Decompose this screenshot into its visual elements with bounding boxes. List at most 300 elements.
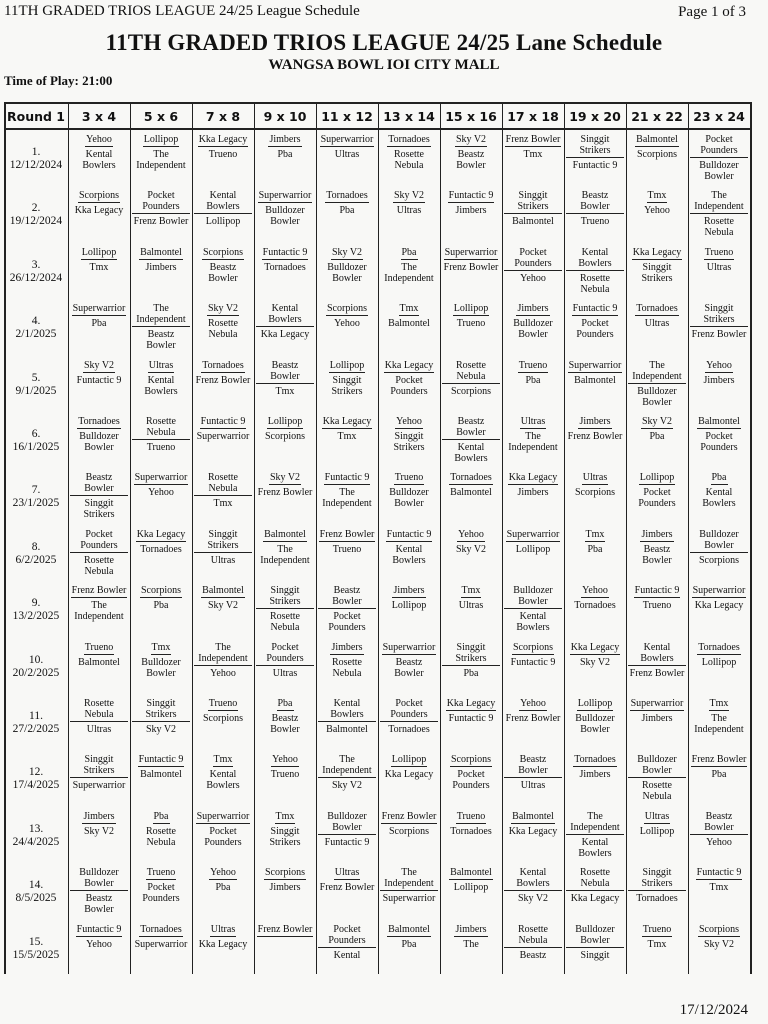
team-away: Rosette Nebula (208, 318, 238, 341)
team-away: Sky V2 (145, 724, 177, 735)
matchup-cell (70, 303, 128, 329)
team-home: Ultras (148, 359, 174, 371)
round-number: 15. (28, 935, 44, 948)
lane-header: 19 x 20 (569, 109, 621, 124)
team-home: Funtactic 9 (324, 472, 370, 484)
matchup-cell (442, 585, 500, 611)
team-away: Bulldozer Bowler (513, 318, 553, 341)
matchup-cell (380, 924, 438, 950)
team-home: Jimbers (455, 923, 487, 935)
matchup-cell (442, 924, 500, 950)
matchup-cell (318, 472, 376, 509)
matchup-cell (504, 585, 562, 633)
team-away: Balmontel (574, 374, 616, 386)
team-home: Yehoo (520, 698, 546, 709)
team-away: Trueno (580, 216, 610, 228)
matchup-cell (442, 360, 500, 397)
matchup-cell (566, 642, 624, 668)
team-home: Jimbers (641, 528, 673, 540)
team-away: Tornadoes (388, 724, 430, 735)
matchup-cell (256, 585, 314, 633)
team-away: Rosette Nebula (704, 216, 734, 239)
matchup-cell (194, 698, 252, 724)
team-away: Pba (401, 938, 417, 950)
team-home: Balmontel (202, 585, 244, 597)
matchup-cell (380, 472, 438, 509)
team-home: Sky V2 (455, 134, 487, 145)
lane-header: 9 x 10 (263, 109, 307, 124)
team-home: Kental Bowlers (566, 247, 624, 271)
team-away: Superwarrior (382, 893, 436, 905)
team-away: The Independent (508, 431, 558, 453)
team-away: Pocket Pounders (638, 487, 676, 510)
team-away: Balmontel (140, 769, 182, 781)
team-away: Yehoo (706, 836, 732, 848)
matchup-cell (690, 416, 748, 453)
column-divider (130, 102, 131, 974)
team-home: Lollipop (577, 698, 613, 709)
team-home: Kental Bowlers (628, 642, 686, 666)
matchup-cell (318, 811, 376, 848)
matchup-cell (628, 924, 686, 950)
matchup-cell (442, 867, 500, 893)
team-home: Tmx (585, 528, 605, 540)
matchup-cell (566, 247, 624, 295)
lane-header: 15 x 16 (445, 109, 497, 124)
team-home: Superwarrior (134, 472, 188, 484)
team-home: Tmx (461, 585, 481, 597)
team-home: The Independent (380, 867, 438, 891)
round-number: 7. (31, 484, 41, 497)
matchup-cell (690, 867, 748, 893)
team-away: Scorpions (637, 149, 677, 160)
lane-header: 17 x 18 (507, 109, 559, 124)
team-away: Kka Legacy (694, 600, 744, 612)
matchup-cell (504, 247, 562, 284)
team-away: Lollipop (639, 825, 675, 837)
team-away: Kka Legacy (74, 205, 124, 217)
team-away: The Independent (74, 600, 124, 623)
team-away: Bulldozer Bowler (79, 431, 119, 453)
matchup-cell (132, 811, 190, 848)
matchup-cell (566, 472, 624, 498)
matchup-cell (132, 529, 190, 555)
matchup-cell (504, 134, 562, 160)
team-away: Yehoo (86, 938, 112, 950)
team-home: Tmx (275, 810, 295, 822)
team-away: Ultras (706, 261, 732, 273)
matchup-cell (256, 924, 314, 939)
team-away: Scorpions (265, 431, 305, 442)
team-away: Sky V2 (207, 600, 239, 612)
matchup-cell (380, 698, 438, 735)
team-away: The Independent (260, 543, 310, 566)
team-away: Lollipop (701, 656, 737, 668)
matchup-cell (380, 303, 438, 329)
team-away: Ultras (272, 667, 298, 679)
team-home: Superwarrior (444, 246, 498, 258)
team-home: Ultras (334, 867, 360, 879)
team-away: Jimbers (703, 374, 735, 386)
team-away: Yehoo (334, 318, 360, 330)
matchup-cell (132, 754, 190, 780)
team-home: The Independent (318, 754, 376, 778)
column-divider (68, 102, 69, 974)
team-home: Sky V2 (393, 190, 425, 202)
team-away: Funtactic 9 (448, 713, 494, 724)
matchup-cell (504, 190, 562, 227)
matchup-cell (566, 190, 624, 227)
matchup-cell (318, 190, 376, 216)
matchup-cell (442, 190, 500, 216)
matchup-cell (318, 247, 376, 284)
round-label (4, 372, 68, 398)
team-home: Jimbers (579, 416, 611, 427)
matchup-cell (690, 472, 748, 509)
team-home: Pocket Pounders (504, 247, 562, 271)
team-away: Kental Bowlers (578, 836, 612, 859)
team-home: Kka Legacy (632, 246, 682, 258)
team-home: Pba (401, 246, 417, 258)
team-home: Frenz Bowler (257, 923, 313, 935)
matchup-cell (628, 247, 686, 284)
team-away: Bulldozer Bowler (265, 205, 305, 228)
team-away: Sky V2 (517, 893, 549, 905)
round-date: 2/1/2025 (15, 328, 57, 341)
team-away: Pocket Pounders (452, 769, 490, 792)
team-away: Sky V2 (579, 656, 611, 668)
round-date: 27/2/2025 (12, 723, 60, 735)
team-home: Beastz Bowler (690, 811, 748, 835)
matchup-cell (566, 416, 624, 442)
matchup-cell (380, 867, 438, 904)
team-home: Trueno (208, 698, 238, 709)
team-away: Pba (153, 600, 169, 612)
matchup-cell (318, 303, 376, 329)
team-home: Pocket Pounders (690, 134, 748, 158)
matchup-cell (256, 529, 314, 566)
team-away: Tmx (337, 431, 357, 442)
team-away: Sky V2 (703, 938, 735, 950)
team-away: Jimbers (455, 205, 487, 217)
column-divider (750, 102, 752, 974)
matchup-cell (132, 698, 190, 735)
matchup-cell (318, 585, 376, 633)
team-away: Jimbers (641, 713, 673, 724)
team-away: Trueno (270, 769, 300, 781)
team-home: Pocket Pounders (256, 642, 314, 666)
team-away: Pba (463, 667, 479, 679)
team-away: Tmx (523, 149, 543, 160)
matchup-cell (442, 303, 500, 329)
team-home: Scorpions (79, 190, 119, 202)
team-away: Funtactic 9 (324, 836, 370, 848)
team-home: Pocket Pounders (132, 190, 190, 214)
matchup-cell (628, 190, 686, 216)
team-home: Lollipop (391, 754, 427, 766)
team-home: Rosette Nebula (442, 360, 500, 384)
team-home: Jimbers (269, 134, 301, 145)
column-divider (254, 102, 255, 974)
round-label (4, 259, 68, 285)
team-home: Tornadoes (388, 134, 430, 145)
matchup-cell (442, 754, 500, 791)
team-away: Trueno (332, 543, 362, 555)
team-away: Ultras (334, 149, 360, 160)
team-away: Singgit Strikers (641, 261, 673, 284)
matchup-cell (132, 867, 190, 904)
matchup-cell (194, 247, 252, 284)
team-away: Kental Bowlers (702, 487, 736, 510)
team-away: Funtactic 9 (510, 656, 556, 668)
matchup-cell (194, 642, 252, 679)
team-away: Scorpions (389, 825, 429, 837)
matchup-cell (318, 924, 376, 961)
team-away: Trueno (146, 442, 176, 453)
column-divider (440, 102, 441, 974)
team-home: Kental Bowlers (504, 867, 562, 891)
team-home: Lollipop (453, 303, 489, 315)
team-away: Tornadoes (140, 543, 182, 555)
matchup-cell (566, 754, 624, 780)
team-away: Funtactic 9 (76, 374, 122, 386)
column-divider (378, 102, 379, 974)
team-home: Rosette Nebula (70, 698, 128, 722)
team-home: Balmontel (140, 246, 182, 258)
matchup-cell (690, 642, 748, 668)
matchup-cell (256, 303, 314, 340)
team-home: Beastz Bowler (318, 585, 376, 609)
team-away: Singgit Strikers (393, 431, 425, 453)
team-home: Trueno (84, 641, 114, 653)
round-label (4, 541, 68, 567)
team-away: Pba (339, 205, 355, 217)
team-home: Funtactic 9 (572, 303, 618, 315)
matchup-cell (628, 811, 686, 837)
team-away: Jimbers (579, 769, 611, 781)
team-home: Bulldozer Bowler (318, 811, 376, 835)
matchup-cell (380, 247, 438, 284)
team-home: Scorpions (327, 303, 367, 315)
team-away: Tornadoes (636, 893, 678, 905)
team-home: Rosette Nebula (194, 472, 252, 496)
matchup-cell (628, 585, 686, 611)
round-label (4, 146, 68, 172)
team-away: Pocket Pounders (328, 611, 366, 634)
round-label (4, 428, 68, 454)
footer-date: 17/12/2024 (679, 1002, 748, 1018)
matchup-cell (256, 190, 314, 227)
matchup-cell (628, 754, 686, 802)
team-home: Tmx (709, 698, 729, 709)
matchup-cell (504, 698, 562, 724)
team-away: Beastz Bowler (394, 656, 424, 679)
round-label (4, 315, 68, 341)
matchup-cell (690, 698, 748, 735)
team-home: Frenz Bowler (71, 585, 127, 597)
matchup-cell (628, 134, 686, 160)
team-home: Tornadoes (140, 923, 182, 935)
round-number: 8. (31, 540, 41, 553)
team-home: Trueno (518, 359, 548, 371)
team-away: Trueno (642, 600, 672, 612)
round-number: 13. (28, 822, 44, 835)
matchup-cell (70, 134, 128, 171)
team-away: Trueno (456, 318, 486, 330)
team-away: Superwarrior (196, 431, 250, 442)
team-home: Trueno (642, 923, 672, 935)
team-home: Balmontel (264, 528, 306, 540)
team-home: Lollipop (81, 246, 117, 258)
team-home: Bulldozer Bowler (504, 585, 562, 609)
team-home: Kka Legacy (384, 359, 434, 371)
team-home: Tornadoes (450, 472, 492, 484)
column-divider (192, 102, 193, 974)
matchup-cell (194, 303, 252, 340)
team-home: Tmx (399, 303, 419, 315)
team-home: Yehoo (210, 867, 236, 879)
matchup-cell (504, 303, 562, 340)
team-away: Balmontel (512, 216, 554, 228)
matchup-cell (442, 811, 500, 837)
round-date: 12/12/2024 (9, 159, 63, 171)
team-away: Bulldozer Bowler (389, 487, 429, 510)
team-home: Kka Legacy (198, 134, 248, 145)
team-home: Balmontel (698, 416, 740, 427)
matchup-cell (566, 360, 624, 386)
matchup-cell (318, 867, 376, 893)
matchup-cell (628, 416, 686, 442)
team-away: Frenz Bowler (319, 882, 375, 894)
team-home: Funtactic 9 (76, 923, 122, 935)
round-date: 8/5/2025 (15, 892, 57, 905)
team-away: Pba (711, 769, 727, 781)
team-home: Funtactic 9 (262, 246, 308, 258)
team-away: Kental (333, 949, 361, 961)
team-home: The Independent (566, 811, 624, 835)
matchup-cell (194, 811, 252, 848)
team-home: Trueno (456, 810, 486, 822)
team-away: Lollipop (515, 543, 551, 555)
matchup-cell (318, 529, 376, 555)
team-home: The Independent (628, 360, 686, 384)
team-away: Kental Bowlers (144, 374, 178, 397)
matchup-cell (318, 416, 376, 442)
team-away: Pba (215, 882, 231, 894)
team-home: Frenz Bowler (319, 528, 375, 540)
round-date: 16/1/2025 (12, 441, 60, 453)
matchup-cell (504, 360, 562, 386)
team-away: Tmx (89, 261, 109, 273)
team-home: Funtactic 9 (634, 585, 680, 597)
team-home: Bulldozer Bowler (70, 867, 128, 891)
team-away: Kental Bowlers (516, 611, 550, 634)
matchup-cell (442, 698, 500, 724)
matchup-cell (132, 303, 190, 351)
matchup-cell (132, 247, 190, 273)
team-away: Bulldozer Bowler (637, 385, 677, 408)
round-number: 3. (31, 258, 41, 271)
venue-name: WANGSA BOWL IOI CITY MALL (268, 57, 500, 73)
team-away: Singgit (580, 949, 610, 961)
matchup-cell (504, 924, 562, 961)
team-home: Lollipop (267, 416, 303, 427)
round-date: 17/4/2025 (12, 779, 60, 792)
team-away: Pocket Pounders (204, 825, 242, 848)
team-home: Superwarrior (72, 303, 126, 315)
document-title: 11TH GRADED TRIOS LEAGUE 24/25 Lane Schedule (105, 30, 663, 55)
team-away: Tornadoes (264, 261, 306, 273)
team-away: Sky V2 (331, 780, 363, 792)
team-home: Sky V2 (331, 246, 363, 258)
team-home: Scorpions (451, 754, 491, 766)
team-home: Jimbers (331, 641, 363, 653)
matchup-cell (70, 924, 128, 950)
round-number: 9. (31, 597, 41, 610)
team-home: Tornadoes (326, 190, 368, 202)
team-home: Superwarrior (630, 698, 684, 709)
team-home: Kka Legacy (508, 472, 558, 484)
lane-header: 11 x 12 (321, 109, 373, 124)
team-home: Singgit Strikers (132, 698, 190, 722)
team-away: Frenz Bowler (133, 216, 189, 228)
team-away: Scorpions (451, 385, 491, 397)
team-home: Beastz Bowler (504, 754, 562, 778)
team-away: The Independent (136, 149, 186, 171)
team-home: Yehoo (706, 359, 732, 371)
team-home: Tornadoes (574, 754, 616, 766)
matchup-cell (380, 529, 438, 566)
team-away: Jimbers (145, 261, 177, 273)
team-away: Frenz Bowler (691, 329, 747, 341)
round-label (4, 484, 68, 510)
team-away: Pocket Pounders (390, 374, 428, 397)
matchup-cell (318, 134, 376, 160)
team-away: Pocket Pounders (142, 882, 180, 905)
team-away: The Independent (694, 713, 744, 735)
team-home: Beastz Bowler (442, 416, 500, 440)
matchup-cell (194, 754, 252, 791)
matchup-cell (70, 754, 128, 791)
team-away: Jimbers (517, 487, 549, 499)
team-home: Ultras (210, 923, 236, 935)
team-home: Yehoo (582, 585, 608, 597)
matchup-cell (566, 698, 624, 735)
round-date: 26/12/2024 (9, 271, 63, 284)
team-away: Bulldozer Bowler (327, 261, 367, 284)
matchup-cell (256, 642, 314, 679)
team-away: Sky V2 (455, 543, 487, 555)
team-home: Yehoo (458, 528, 484, 540)
matchup-cell (566, 585, 624, 611)
matchup-cell (256, 134, 314, 160)
matchup-cell (566, 811, 624, 859)
team-home: Frenz Bowler (505, 134, 561, 145)
matchup-cell (442, 134, 500, 171)
matchup-cell (380, 811, 438, 837)
column-divider (502, 102, 503, 974)
team-away: Kka Legacy (260, 329, 310, 341)
column-divider (626, 102, 627, 974)
matchup-cell (256, 698, 314, 735)
team-home: Kka Legacy (570, 641, 620, 653)
matchup-cell (256, 247, 314, 273)
matchup-cell (690, 247, 748, 273)
round-number: 2. (31, 202, 41, 215)
team-away: Beastz Bowler (84, 893, 114, 916)
matchup-cell (318, 360, 376, 397)
matchup-cell (442, 247, 500, 273)
